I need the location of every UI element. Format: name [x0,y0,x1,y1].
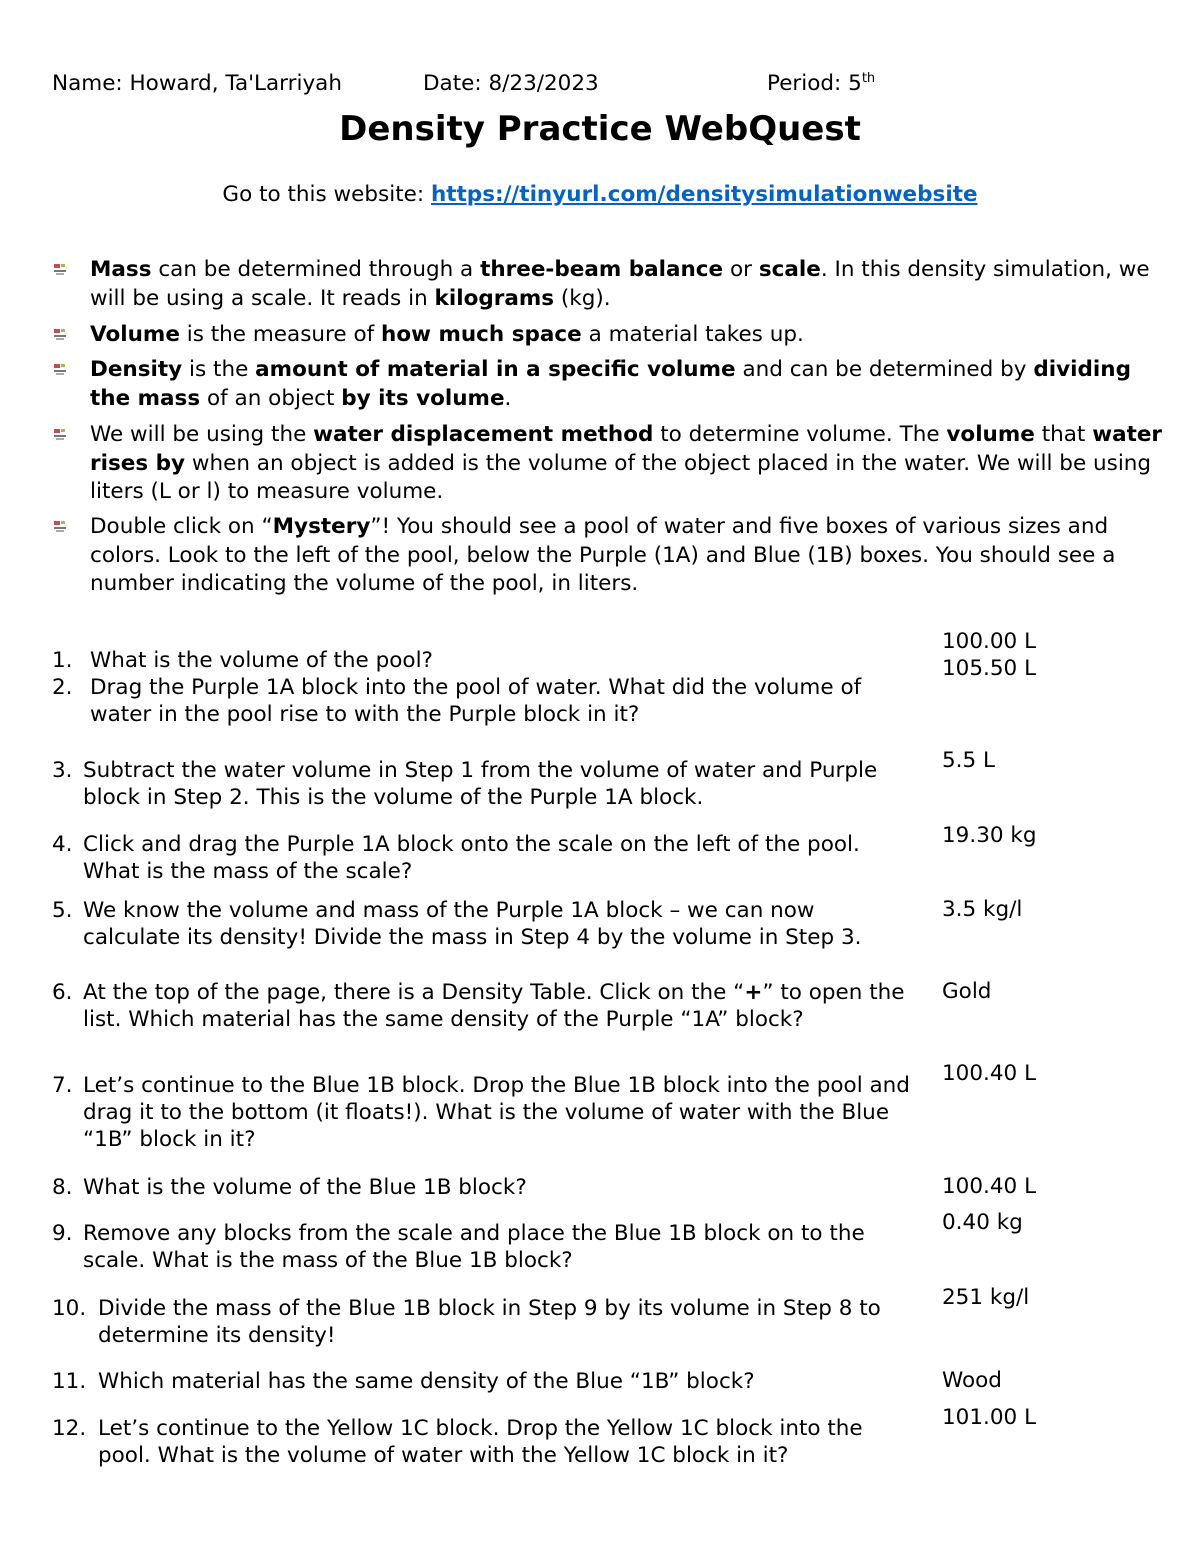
answer-2: 105.50 L [942,656,1037,681]
period-label: Period: 5 [767,71,862,97]
text-fragment: . [504,385,512,411]
text-fragment: or [723,257,759,282]
bullet-mass [52,256,1162,314]
question-text: Which material has the same density of the Blue “1B” block? [98,1369,755,1394]
question-text: What is the volume of the pool? [90,648,433,673]
answer-1: 100.00 L [942,629,1037,654]
bullet-icon [52,519,68,533]
answer-3: 5.5 L [942,748,996,773]
term-scale: scale [758,257,821,282]
answer-8: 100.40 L [942,1174,1037,1199]
answer-9: 0.40 kg [942,1210,1023,1235]
page-title: Density Practice WebQuest [339,109,861,149]
question-number: 5. [52,898,73,923]
question-text: Remove any blocks from the scale and place the Blue 1B block on to the scale. What is the mass of the Blue 1B block? [83,1221,865,1273]
question-number: 10. [52,1296,87,1321]
question-4 [52,831,914,887]
text-fragment: to determine volume. The [653,422,947,447]
text-fragment: is the measure of [179,322,382,347]
text-fragment: a material takes up. [581,322,804,347]
bullet-icon [52,327,68,341]
bullet-mystery [52,513,1162,600]
question-number: 8. [52,1175,73,1200]
question-8 [52,1174,914,1202]
bullet-volume [52,321,1162,351]
website-link[interactable]: https://tinyurl.com/densitysimulationwebsite [430,182,978,207]
text-fragment: We will be using the [90,422,314,447]
term-mass: Mass [90,257,152,282]
name-field: Name: Howard, Ta'Larriyah [52,71,342,96]
term-dividing-the-mass: dividing the mass [90,357,1131,411]
bullet-water-displacement [52,421,1162,508]
term-water-displacement-method: water displacement method [313,422,654,447]
text-fragment: that [1034,422,1093,447]
term-density: Density [90,357,183,382]
term-by-its-volume: by its volume [341,385,505,411]
answer-11: Wood [942,1368,1002,1393]
text-fragment: At the top of the page, there is a Density Table. Click on the “ [83,980,745,1005]
text-fragment: (kg). [554,285,611,311]
text-fragment: . In this density simulation, we will be using a scale. It reads in [90,257,1150,311]
question-number: 7. [52,1073,73,1098]
text-fragment: Double click on “ [90,514,273,539]
question-number: 1. [52,648,73,673]
answer-4: 19.30 kg [942,823,1037,848]
question-number: 2. [52,675,73,700]
answer-12: 101.00 L [942,1405,1037,1430]
period-superscript: th [861,71,876,86]
text-fragment: when an object is added is the volume of the object placed in the water. We will be using liters (L or l) to measure volume. [90,450,1152,504]
text-fragment: can be determined through a [151,257,481,282]
bullet-icon [52,427,68,441]
text-fragment: ”! You should see a pool of water and five boxes of various sizes and colors. Look to the left of the pool, below the Purple (1A) and Blue (1B) boxes. You should see a number indicating the volume of the pool, in liters. [90,514,1116,596]
answer-6: Gold [942,979,992,1004]
text-fragment: is the [182,357,256,382]
question-number: 4. [52,832,73,857]
question-number: 11. [52,1369,87,1394]
question-1 [52,647,914,675]
question-number: 9. [52,1221,73,1246]
term-amount-of-material: amount of material in a specific volume [255,357,736,382]
question-7 [52,1072,914,1154]
term-kilograms: kilograms [434,285,555,311]
question-text: Divide the mass of the Blue 1B block in Step 9 by its volume in Step 8 to determine its density! [98,1296,881,1348]
term-water-rises-by: water rises by [90,422,1163,476]
text-fragment: and can be determined by [735,357,1034,382]
bullet-density [52,356,1162,414]
question-text [83,979,914,1033]
question-9 [52,1220,914,1276]
question-3 [52,757,914,813]
date-field: Date: 8/23/2023 [423,71,599,96]
answer-7: 100.40 L [942,1061,1037,1086]
answer-5: 3.5 kg/l [942,897,1023,922]
period-field [767,71,875,96]
answer-10: 251 kg/l [942,1285,1030,1310]
question-text: Click and drag the Purple 1A block onto the scale on the left of the pool. What is the mass of the scale? [83,832,860,884]
question-text: Subtract the water volume in Step 1 from the volume of water and Purple block in Step 2. This is the volume of the Purple 1A block. [83,758,878,810]
text-fragment: ” to open the list. Which material has the same density of the Purple “1A” block? [83,980,905,1032]
question-number: 12. [52,1416,87,1441]
question-text: What is the volume of the Blue 1B block? [83,1175,527,1200]
question-12 [52,1415,914,1471]
question-10 [52,1295,914,1351]
website-prefix: Go to this website: [222,182,431,207]
term-volume: volume [946,422,1035,447]
bullet-icon [52,262,68,276]
question-text: Let’s continue to the Blue 1B block. Drop the Blue 1B block into the pool and drag it to the bottom (it floats!). What is the volume of water with the Blue “1B” block in it? [83,1073,910,1152]
term-mystery: Mystery [272,514,371,539]
question-2 [52,674,914,730]
question-5 [52,897,914,979]
question-text: Let’s continue to the Yellow 1C block. Drop the Yellow 1C block into the pool. What is the volume of water with the Yellow 1C block in it? [98,1416,863,1468]
term-how-much-space: how much space [381,322,582,347]
bullet-icon [52,362,68,376]
website-line [0,182,1200,207]
question-11 [52,1368,914,1396]
text-fragment: of an object [200,385,342,411]
question-text: Drag the Purple 1A block into the pool of water. What did the volume of water in the pool rise to with the Purple block in it? [90,675,862,727]
question-text: We know the volume and mass of the Purple 1A block – we can now calculate its density! Divide the mass in Step 4 by the volume in Step 3. [83,898,862,950]
plus-symbol: + [744,980,763,1005]
term-three-beam-balance: three-beam balance [480,257,724,282]
term-volume: Volume [90,322,180,347]
question-6 [52,979,914,1061]
question-number: 3. [52,758,73,783]
question-number: 6. [52,980,73,1005]
